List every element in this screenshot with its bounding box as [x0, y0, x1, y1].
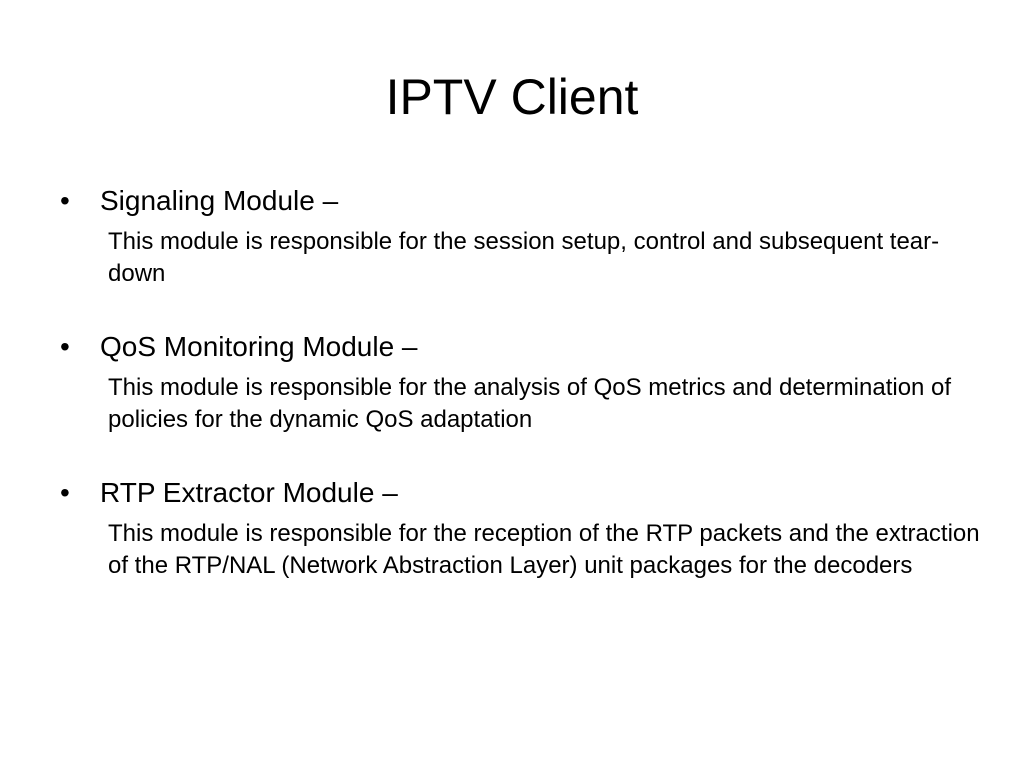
bullet-heading: [60, 472, 980, 514]
bullet-item-qos-monitoring: [60, 326, 980, 436]
bullet-heading: [60, 326, 980, 368]
slide-title: IPTV Client: [385, 69, 639, 125]
bullet-dot-icon: •: [60, 331, 70, 362]
bullet-heading-text: Signaling Module –: [100, 185, 339, 216]
bullet-heading-text: RTP Extractor Module –: [100, 477, 398, 508]
bullet-dot-icon: •: [60, 185, 70, 216]
bullet-heading: [60, 180, 980, 222]
bullet-item-rtp-extractor: [60, 472, 980, 582]
bullet-heading-text: QoS Monitoring Module –: [100, 331, 418, 362]
bullet-item-signaling: [60, 180, 980, 290]
bullet-dot-icon: •: [60, 477, 70, 508]
bullet-description: This module is responsible for the analysis of QoS metrics and determination of policies for the dynamic QoS adaptation: [108, 374, 952, 433]
bullet-list: [60, 180, 980, 582]
bullet-description: This module is responsible for the session setup, control and subsequent tear-down: [108, 228, 940, 287]
bullet-description: This module is responsible for the reception of the RTP packets and the extraction of the RTP/NAL (Network Abstraction Layer) unit packages for the decoders: [108, 520, 980, 579]
